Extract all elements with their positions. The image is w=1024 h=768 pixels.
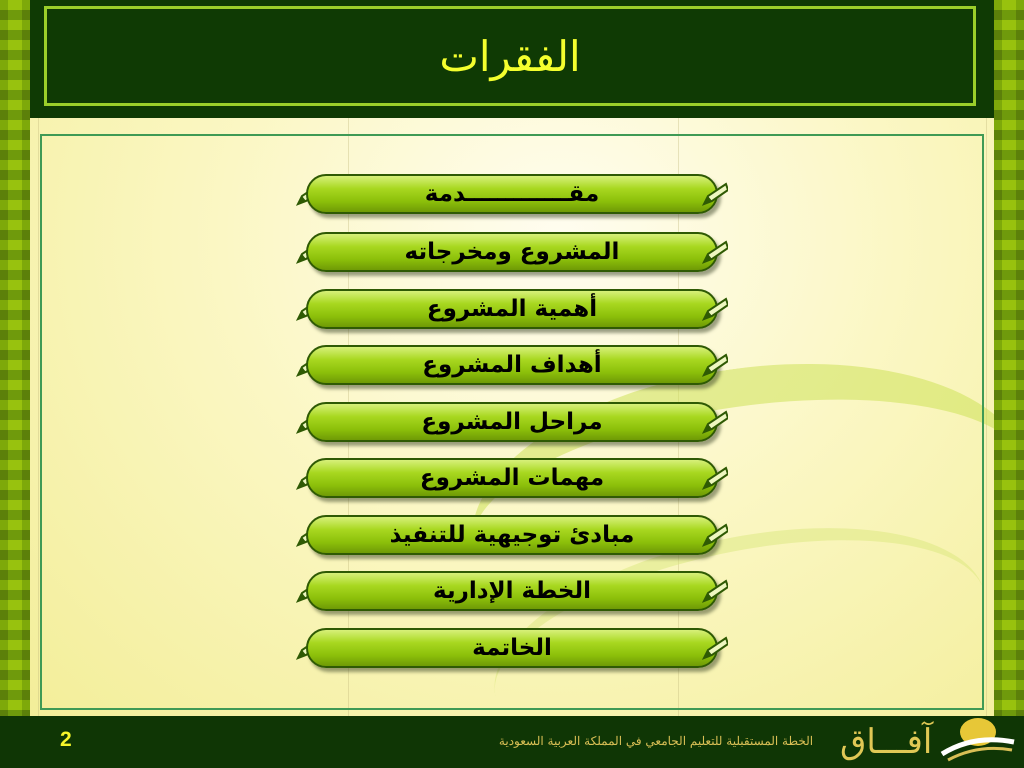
agenda-item-label: الخطة الإدارية (433, 578, 591, 604)
agenda-item-label: مراحل المشروع (421, 409, 603, 435)
pencil-tip-icon (702, 636, 728, 660)
agenda-item-bar (306, 571, 718, 611)
pencil-tip-icon (702, 523, 728, 547)
agenda-item-bar (306, 345, 718, 385)
agenda-item-bar (306, 402, 718, 442)
pencil-tip-icon (702, 182, 728, 206)
agenda-item[interactable] (296, 400, 728, 444)
agenda-item[interactable] (296, 456, 728, 500)
slide-header (30, 0, 994, 118)
agenda-item-bar (306, 232, 718, 272)
afaq-logo-icon (934, 714, 1018, 768)
footer-tagline: الخطة المستقبلية للتعليم الجامعي في المملكة العربية السعودية (498, 734, 814, 748)
slide-title: الفقرات (439, 31, 581, 81)
pencil-tip-icon (702, 240, 728, 264)
agenda-item-bar (306, 174, 718, 214)
agenda-item[interactable] (296, 343, 728, 387)
pencil-tip-icon (702, 353, 728, 377)
agenda-item-label: أهداف المشروع (422, 352, 602, 378)
left-decorative-strip (0, 0, 32, 716)
agenda-item-bar (306, 458, 718, 498)
brand-wordmark: آفـــاق (840, 722, 933, 762)
pencil-tip-icon (702, 410, 728, 434)
agenda-item-label: الخاتمة (472, 635, 552, 661)
page-number: 2 (60, 728, 72, 751)
agenda-item[interactable] (296, 230, 728, 274)
agenda-item-label: مبادئ توجيهية للتنفيذ (389, 522, 635, 548)
agenda-item[interactable] (296, 172, 728, 216)
agenda-item[interactable] (296, 626, 728, 670)
agenda-item-bar (306, 515, 718, 555)
agenda-item-bar (306, 289, 718, 329)
agenda-item-label: المشروع ومخرجاته (404, 239, 620, 265)
agenda-item[interactable] (296, 513, 728, 557)
pencil-tip-icon (702, 297, 728, 321)
agenda-item[interactable] (296, 287, 728, 331)
right-decorative-strip (992, 0, 1024, 716)
agenda-item[interactable] (296, 569, 728, 613)
agenda-item-label: مقـــــــــــــدمة (424, 181, 600, 207)
agenda-item-label: أهمية المشروع (426, 296, 598, 322)
slide-footer (0, 716, 1024, 768)
agenda-item-label: مهمات المشروع (419, 465, 605, 491)
pencil-tip-icon (702, 579, 728, 603)
agenda-item-bar (306, 628, 718, 668)
title-frame (44, 6, 976, 106)
pencil-tip-icon (702, 466, 728, 490)
